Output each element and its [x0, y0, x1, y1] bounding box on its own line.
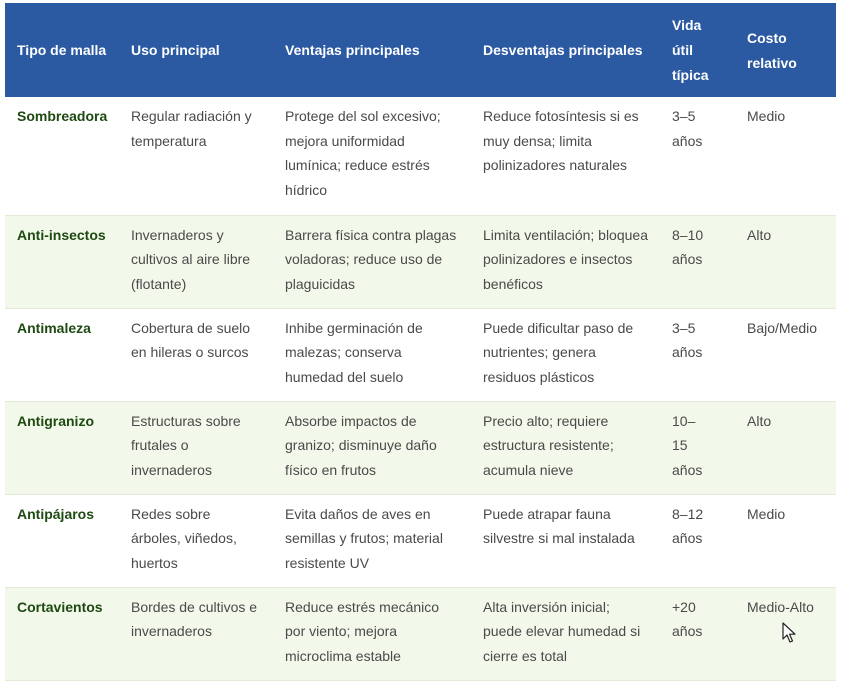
table-row — [5, 308, 836, 401]
cell-advantages: Absorbe impactos de granizo; disminuye daño físico en frutos — [273, 401, 471, 494]
cell-life: +20 años — [660, 587, 735, 680]
mesh-comparison-table — [5, 3, 836, 681]
column-header-cost: Costo relativo — [735, 3, 836, 97]
cell-type: Antipájaros — [5, 494, 119, 587]
cell-cost: Medio — [735, 97, 836, 215]
cell-cost: Medio — [735, 494, 836, 587]
cell-use: Estructuras sobre frutales o invernaderos — [119, 401, 273, 494]
cell-life: 8–12 años — [660, 494, 735, 587]
cell-disadvantages: Precio alto; requiere estructura resistente; acumula nieve — [471, 401, 660, 494]
cell-type: Antigranizo — [5, 401, 119, 494]
cell-advantages: Inhibe germinación de malezas; conserva humedad del suelo — [273, 308, 471, 401]
column-header-use: Uso principal — [119, 3, 273, 97]
cell-disadvantages: Limita ventilación; bloquea polinizadores e insectos benéficos — [471, 215, 660, 308]
column-header-advantages: Ventajas principales — [273, 3, 471, 97]
cell-life: 3–5 años — [660, 97, 735, 215]
cell-type: Anti-insectos — [5, 215, 119, 308]
cell-disadvantages: Alta inversión inicial; puede elevar humedad si cierre es total — [471, 587, 660, 680]
table-body — [5, 97, 836, 680]
cell-use: Bordes de cultivos e invernaderos — [119, 587, 273, 680]
table-row — [5, 494, 836, 587]
cell-advantages: Reduce estrés mecánico por viento; mejora microclima estable — [273, 587, 471, 680]
cell-advantages: Barrera física contra plagas voladoras; reduce uso de plaguicidas — [273, 215, 471, 308]
cell-life: 3–5 años — [660, 308, 735, 401]
cell-advantages: Evita daños de aves en semillas y frutos; material resistente UV — [273, 494, 471, 587]
cell-type: Sombreadora — [5, 97, 119, 215]
table-row — [5, 401, 836, 494]
cell-life: 8–10 años — [660, 215, 735, 308]
column-header-disadvantages: Desventajas principales — [471, 3, 660, 97]
cell-type: Cortavientos — [5, 587, 119, 680]
column-header-life: Vida útil típica — [660, 3, 735, 97]
cell-use: Cobertura de suelo en hileras o surcos — [119, 308, 273, 401]
cell-cost: Bajo/Medio — [735, 308, 836, 401]
cell-cost: Alto — [735, 401, 836, 494]
column-header-type: Tipo de malla — [5, 3, 119, 97]
cell-advantages: Protege del sol excesivo; mejora uniformidad lumínica; reduce estrés hídrico — [273, 97, 471, 215]
cell-disadvantages: Puede dificultar paso de nutrientes; genera residuos plásticos — [471, 308, 660, 401]
table-row — [5, 97, 836, 215]
table-row — [5, 587, 836, 680]
mouse-pointer-icon — [782, 622, 796, 644]
header-row — [5, 3, 836, 97]
cell-disadvantages: Puede atrapar fauna silvestre si mal instalada — [471, 494, 660, 587]
cell-life: 10–15 años — [660, 401, 735, 494]
cell-use: Invernaderos y cultivos al aire libre (flotante) — [119, 215, 273, 308]
table-header — [5, 3, 836, 97]
cell-cost: Alto — [735, 215, 836, 308]
cell-disadvantages: Reduce fotosíntesis si es muy densa; limita polinizadores naturales — [471, 97, 660, 215]
cell-type: Antimaleza — [5, 308, 119, 401]
cell-use: Regular radiación y temperatura — [119, 97, 273, 215]
cell-use: Redes sobre árboles, viñedos, huertos — [119, 494, 273, 587]
table-row — [5, 215, 836, 308]
cell-cost: Medio-Alto — [735, 587, 836, 680]
